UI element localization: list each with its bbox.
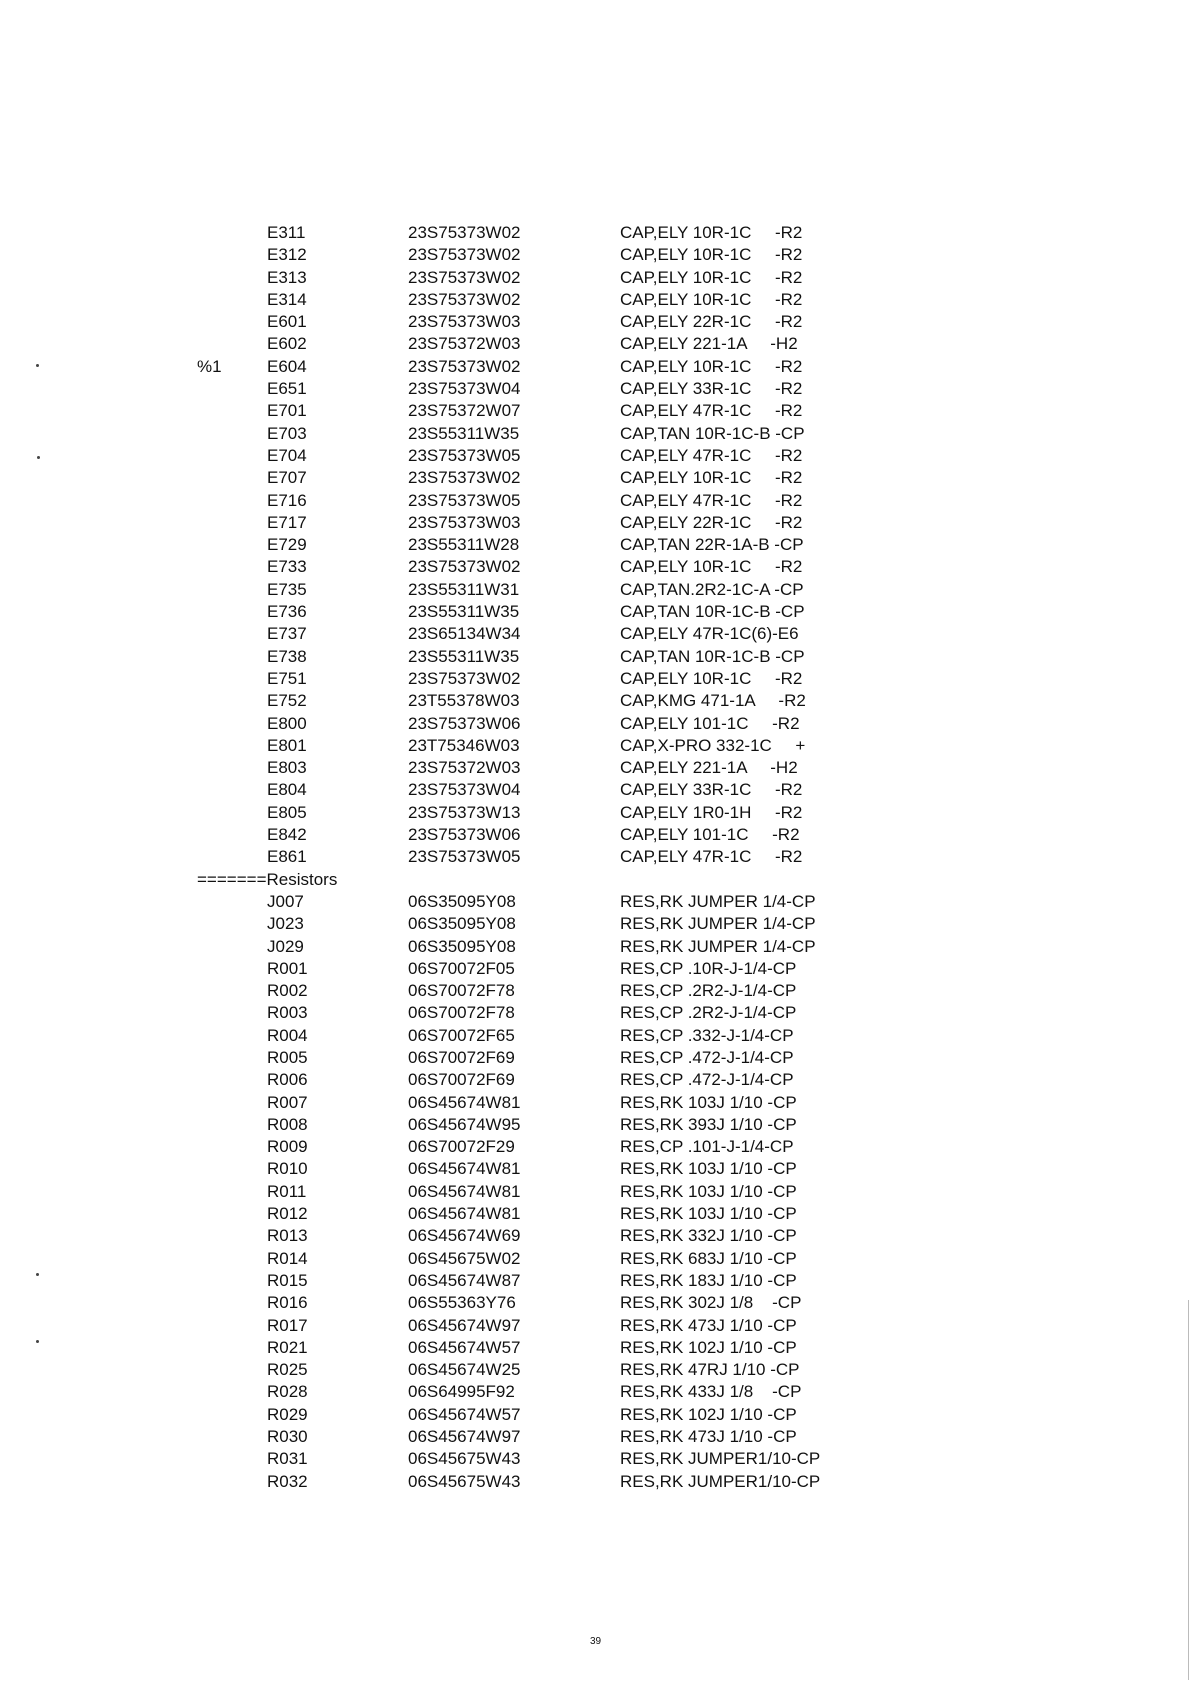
part-description: RES,RK 183J 1/10 -CP <box>620 1270 797 1290</box>
ref-designator: E751 <box>267 668 307 688</box>
part-number: 23S75373W05 <box>408 490 521 510</box>
part-number: 06S70072F69 <box>408 1070 515 1090</box>
part-description: CAP,ELY 10R-1C -R2 <box>620 557 803 577</box>
part-description: RES,RK JUMPER1/10-CP <box>620 1449 821 1469</box>
part-number: 23S75373W02 <box>408 289 521 309</box>
ref-designator: E861 <box>267 847 307 867</box>
part-description: CAP,ELY 10R-1C -R2 <box>620 289 803 309</box>
part-description: CAP,ELY 47R-1C -R2 <box>620 401 803 421</box>
part-number: 23S75373W02 <box>408 267 521 287</box>
ref-designator: R011 <box>267 1181 307 1201</box>
part-description: CAP,ELY 47R-1C -R2 <box>620 490 803 510</box>
part-description: CAP,TAN 10R-1C-B -CP <box>620 646 805 666</box>
part-description: RES,RK JUMPER 1/4-CP <box>620 936 816 956</box>
ref-designator: R017 <box>267 1315 308 1335</box>
table-row <box>0 936 1191 958</box>
ref-designator: R007 <box>267 1092 308 1112</box>
part-number: 06S45674W97 <box>408 1315 521 1335</box>
part-number: 23T55378W03 <box>408 691 520 711</box>
part-description: CAP,ELY 47R-1C -R2 <box>620 445 803 465</box>
table-row <box>0 222 1191 244</box>
table-row <box>0 1426 1191 1448</box>
table-row <box>0 1248 1191 1270</box>
part-number: 06S45674W81 <box>408 1159 521 1179</box>
part-number: 06S70072F78 <box>408 981 515 1001</box>
part-description: CAP,ELY 10R-1C -R2 <box>620 356 803 376</box>
ref-designator: R015 <box>267 1270 308 1290</box>
part-number: 23S75373W02 <box>408 468 521 488</box>
part-number: 23S75373W02 <box>408 245 521 265</box>
resistor-section <box>0 891 1191 1493</box>
ref-designator: E752 <box>267 691 307 711</box>
part-description: RES,RK 683J 1/10 -CP <box>620 1248 797 1268</box>
part-number: 06S70072F05 <box>408 958 515 978</box>
ref-designator: E801 <box>267 735 307 755</box>
table-row <box>0 1225 1191 1247</box>
ref-designator: E804 <box>267 780 307 800</box>
ref-designator: E312 <box>267 245 307 265</box>
ref-designator: E805 <box>267 802 307 822</box>
table-row <box>0 824 1191 846</box>
part-description: CAP,ELY 47R-1C(6)-E6 <box>620 624 799 644</box>
part-number: 06S45675W43 <box>408 1449 521 1469</box>
part-number: 06S45674W81 <box>408 1092 521 1112</box>
part-number: 06S45674W25 <box>408 1360 521 1380</box>
part-description: CAP,ELY 22R-1C -R2 <box>620 312 803 332</box>
table-row <box>0 356 1191 378</box>
ref-designator: E803 <box>267 758 307 778</box>
part-number: 23S55311W35 <box>408 602 520 622</box>
table-row <box>0 1092 1191 1114</box>
table-row <box>0 1025 1191 1047</box>
ref-designator: E703 <box>267 423 307 443</box>
part-description: CAP,ELY 221-1A -H2 <box>620 334 798 354</box>
ref-designator: R025 <box>267 1360 308 1380</box>
ref-designator: R005 <box>267 1047 308 1067</box>
part-number: 23S75373W02 <box>408 668 521 688</box>
scan-speck <box>36 1340 39 1343</box>
table-row <box>0 556 1191 578</box>
part-description: RES,RK 433J 1/8 -CP <box>620 1382 802 1402</box>
part-description: CAP,ELY 221-1A -H2 <box>620 758 798 778</box>
section-header <box>0 869 1191 891</box>
table-row <box>0 1337 1191 1359</box>
part-number: 23S75372W03 <box>408 334 521 354</box>
part-description: RES,RK 302J 1/8 -CP <box>620 1293 802 1313</box>
table-row <box>0 779 1191 801</box>
ref-designator: E701 <box>267 401 307 421</box>
part-number: 23S75373W02 <box>408 223 521 242</box>
table-row <box>0 958 1191 980</box>
row-mark: %1 <box>197 356 222 376</box>
ref-designator: E311 <box>267 223 306 242</box>
part-number: 06S45674W57 <box>408 1404 521 1424</box>
part-description: RES,RK 332J 1/10 -CP <box>620 1226 797 1246</box>
ref-designator: E738 <box>267 646 307 666</box>
part-number: 23S55311W35 <box>408 646 520 666</box>
part-description: RES,RK 103J 1/10 -CP <box>620 1204 797 1224</box>
part-description: RES,RK JUMPER 1/4-CP <box>620 914 816 934</box>
ref-designator: J023 <box>267 914 304 934</box>
table-row <box>0 846 1191 868</box>
part-description: CAP,ELY 101-1C -R2 <box>620 713 800 733</box>
table-row <box>0 913 1191 935</box>
part-description: RES,RK 473J 1/10 -CP <box>620 1427 797 1447</box>
part-number: 23S75373W04 <box>408 780 521 800</box>
part-description: RES,CP .332-J-1/4-CP <box>620 1025 794 1045</box>
ref-designator: E604 <box>267 356 307 376</box>
part-number: 06S55363Y76 <box>408 1293 516 1313</box>
part-number: 06S45674W87 <box>408 1270 521 1290</box>
table-row <box>0 378 1191 400</box>
table-row <box>0 1381 1191 1403</box>
part-description: RES,RK 393J 1/10 -CP <box>620 1114 797 1134</box>
ref-designator: R031 <box>267 1449 308 1469</box>
part-number: 23S75373W04 <box>408 379 521 399</box>
part-number: 23S65134W34 <box>408 624 521 644</box>
table-row <box>0 333 1191 355</box>
part-description: RES,CP .2R2-J-1/4-CP <box>620 1003 797 1023</box>
part-number: 23S75373W02 <box>408 356 521 376</box>
table-row <box>0 1471 1191 1493</box>
part-number: 06S70072F69 <box>408 1047 515 1067</box>
table-row <box>0 1114 1191 1136</box>
ref-designator: R004 <box>267 1025 308 1045</box>
ref-designator: E800 <box>267 713 307 733</box>
ref-designator: R014 <box>267 1248 308 1268</box>
part-description: RES,RK 102J 1/10 -CP <box>620 1337 797 1357</box>
ref-designator: R021 <box>267 1337 308 1357</box>
part-description: RES,RK 47RJ 1/10 -CP <box>620 1360 800 1380</box>
table-row <box>0 1181 1191 1203</box>
part-description: RES,RK JUMPER1/10-CP <box>620 1471 821 1491</box>
part-description: CAP,ELY 10R-1C -R2 <box>620 668 803 688</box>
part-description: CAP,ELY 22R-1C -R2 <box>620 512 803 532</box>
table-row <box>0 735 1191 757</box>
ref-designator: E314 <box>267 289 307 309</box>
table-row <box>0 1404 1191 1426</box>
ref-designator: E602 <box>267 334 307 354</box>
part-number: 23S55311W31 <box>408 579 520 599</box>
part-description: RES,RK 103J 1/10 -CP <box>620 1092 797 1112</box>
ref-designator: R010 <box>267 1159 308 1179</box>
table-row <box>0 668 1191 690</box>
part-number: 06S45674W81 <box>408 1181 521 1201</box>
ref-designator: R028 <box>267 1382 308 1402</box>
ref-designator: R001 <box>267 958 308 978</box>
page-number: 39 <box>589 1636 602 1647</box>
ref-designator: R013 <box>267 1226 308 1246</box>
part-description: CAP,ELY 101-1C -R2 <box>620 825 800 845</box>
part-number: 23S75372W03 <box>408 758 521 778</box>
ref-designator: R002 <box>267 981 308 1001</box>
table-row <box>0 757 1191 779</box>
part-number: 06S64995F92 <box>408 1382 515 1402</box>
part-description: RES,RK 102J 1/10 -CP <box>620 1404 797 1424</box>
part-number: 23S75373W06 <box>408 825 521 845</box>
part-number: 06S35095Y08 <box>408 936 516 956</box>
part-number: 06S70072F65 <box>408 1025 515 1045</box>
ref-designator: R006 <box>267 1070 308 1090</box>
part-description: RES,RK 103J 1/10 -CP <box>620 1181 797 1201</box>
table-row <box>0 1002 1191 1024</box>
ref-designator: E716 <box>267 490 307 510</box>
table-row <box>0 891 1191 913</box>
part-description: RES,CP .2R2-J-1/4-CP <box>620 981 797 1001</box>
part-description: CAP,ELY 33R-1C -R2 <box>620 780 803 800</box>
part-number: 23S75373W05 <box>408 847 521 867</box>
part-description: CAP,ELY 10R-1C -R2 <box>620 267 803 287</box>
part-number: 06S45674W57 <box>408 1337 521 1357</box>
table-row <box>0 244 1191 266</box>
ref-designator: E313 <box>267 267 307 287</box>
ref-designator: R030 <box>267 1427 308 1447</box>
part-number: 06S70072F78 <box>408 1003 515 1023</box>
ref-designator: R012 <box>267 1204 308 1224</box>
table-row <box>0 1315 1191 1337</box>
part-description: RES,RK JUMPER 1/4-CP <box>620 891 816 911</box>
table-row <box>0 1270 1191 1292</box>
ref-designator: R003 <box>267 1003 308 1023</box>
part-description: CAP,TAN 10R-1C-B -CP <box>620 423 805 443</box>
table-row <box>0 423 1191 445</box>
part-number: 23S75373W05 <box>408 445 521 465</box>
part-description: CAP,ELY 10R-1C -R2 <box>620 223 803 242</box>
part-number: 23S55311W35 <box>408 423 520 443</box>
part-number: 06S45674W95 <box>408 1114 521 1134</box>
table-row <box>0 1069 1191 1091</box>
part-number: 06S45675W02 <box>408 1248 521 1268</box>
table-row <box>0 623 1191 645</box>
ref-designator: E733 <box>267 557 307 577</box>
part-number: 23S75373W03 <box>408 512 521 532</box>
table-row <box>0 490 1191 512</box>
table-row <box>0 512 1191 534</box>
capacitor-section <box>0 222 1191 869</box>
part-description: RES,RK 103J 1/10 -CP <box>620 1159 797 1179</box>
part-description: CAP,ELY 33R-1C -R2 <box>620 379 803 399</box>
part-number: 23S75373W03 <box>408 312 521 332</box>
table-row <box>0 1158 1191 1180</box>
table-row <box>0 534 1191 556</box>
table-row <box>0 445 1191 467</box>
ref-designator: E842 <box>267 825 307 845</box>
ref-designator: R009 <box>267 1137 308 1157</box>
table-row <box>0 289 1191 311</box>
scan-speck <box>37 456 40 459</box>
part-number: 23S75373W02 <box>408 557 521 577</box>
ref-designator: E651 <box>267 379 307 399</box>
part-number: 23S55311W28 <box>408 535 520 555</box>
part-number: 23S75373W13 <box>408 802 521 822</box>
scan-speck <box>36 364 39 367</box>
part-description: CAP,TAN.2R2-1C-A -CP <box>620 579 804 599</box>
table-row <box>0 1136 1191 1158</box>
part-description: CAP,ELY 10R-1C -R2 <box>620 245 803 265</box>
scan-speck <box>36 1273 39 1276</box>
table-row <box>0 1292 1191 1314</box>
part-description: CAP,ELY 10R-1C -R2 <box>620 468 803 488</box>
ref-designator: R032 <box>267 1471 308 1491</box>
ref-designator: R008 <box>267 1114 308 1134</box>
ref-designator: E729 <box>267 535 307 555</box>
part-number: 06S70072F29 <box>408 1137 515 1157</box>
table-row <box>0 1448 1191 1470</box>
table-row <box>0 267 1191 289</box>
table-row <box>0 646 1191 668</box>
part-description: CAP,TAN 22R-1A-B -CP <box>620 535 804 555</box>
ref-designator: J007 <box>267 891 304 911</box>
table-row <box>0 1359 1191 1381</box>
part-number: 06S45674W81 <box>408 1204 521 1224</box>
part-description: CAP,KMG 471-1A -R2 <box>620 691 806 711</box>
part-number: 06S45674W97 <box>408 1427 521 1447</box>
part-number: 23S75373W06 <box>408 713 521 733</box>
part-number: 06S45675W43 <box>408 1471 521 1491</box>
ref-designator: E737 <box>267 624 307 644</box>
ref-designator: J029 <box>267 936 304 956</box>
ref-designator: E601 <box>267 312 307 332</box>
table-row <box>0 802 1191 824</box>
table-row <box>0 980 1191 1002</box>
table-row <box>0 713 1191 735</box>
part-description: RES,CP .101-J-1/4-CP <box>620 1137 794 1157</box>
part-number: 23S75372W07 <box>408 401 521 421</box>
part-description: CAP,ELY 47R-1C -R2 <box>620 847 803 867</box>
part-number: 23T75346W03 <box>408 735 520 755</box>
part-description: RES,CP .472-J-1/4-CP <box>620 1070 794 1090</box>
table-row <box>0 601 1191 623</box>
table-row <box>0 1203 1191 1225</box>
part-description: CAP,X-PRO 332-1C + <box>620 735 806 755</box>
table-row <box>0 467 1191 489</box>
part-description: RES,CP .472-J-1/4-CP <box>620 1047 794 1067</box>
table-row <box>0 1047 1191 1069</box>
parts-list <box>0 222 1191 1493</box>
section-label: =======Resistors <box>197 869 338 889</box>
ref-designator: E736 <box>267 602 307 622</box>
table-row <box>0 311 1191 333</box>
table-row <box>0 400 1191 422</box>
part-number: 06S35095Y08 <box>408 891 516 911</box>
part-description: RES,CP .10R-J-1/4-CP <box>620 958 797 978</box>
ref-designator: E704 <box>267 445 307 465</box>
part-number: 06S35095Y08 <box>408 914 516 934</box>
ref-designator: E735 <box>267 579 307 599</box>
table-row <box>0 579 1191 601</box>
part-number: 06S45674W69 <box>408 1226 521 1246</box>
ref-designator: R016 <box>267 1293 308 1313</box>
ref-designator: R029 <box>267 1404 308 1424</box>
scan-edge-line <box>1188 1300 1189 1680</box>
ref-designator: E707 <box>267 468 307 488</box>
part-description: CAP,TAN 10R-1C-B -CP <box>620 602 805 622</box>
part-description: CAP,ELY 1R0-1H -R2 <box>620 802 803 822</box>
table-row <box>0 690 1191 712</box>
part-description: RES,RK 473J 1/10 -CP <box>620 1315 797 1335</box>
ref-designator: E717 <box>267 512 307 532</box>
